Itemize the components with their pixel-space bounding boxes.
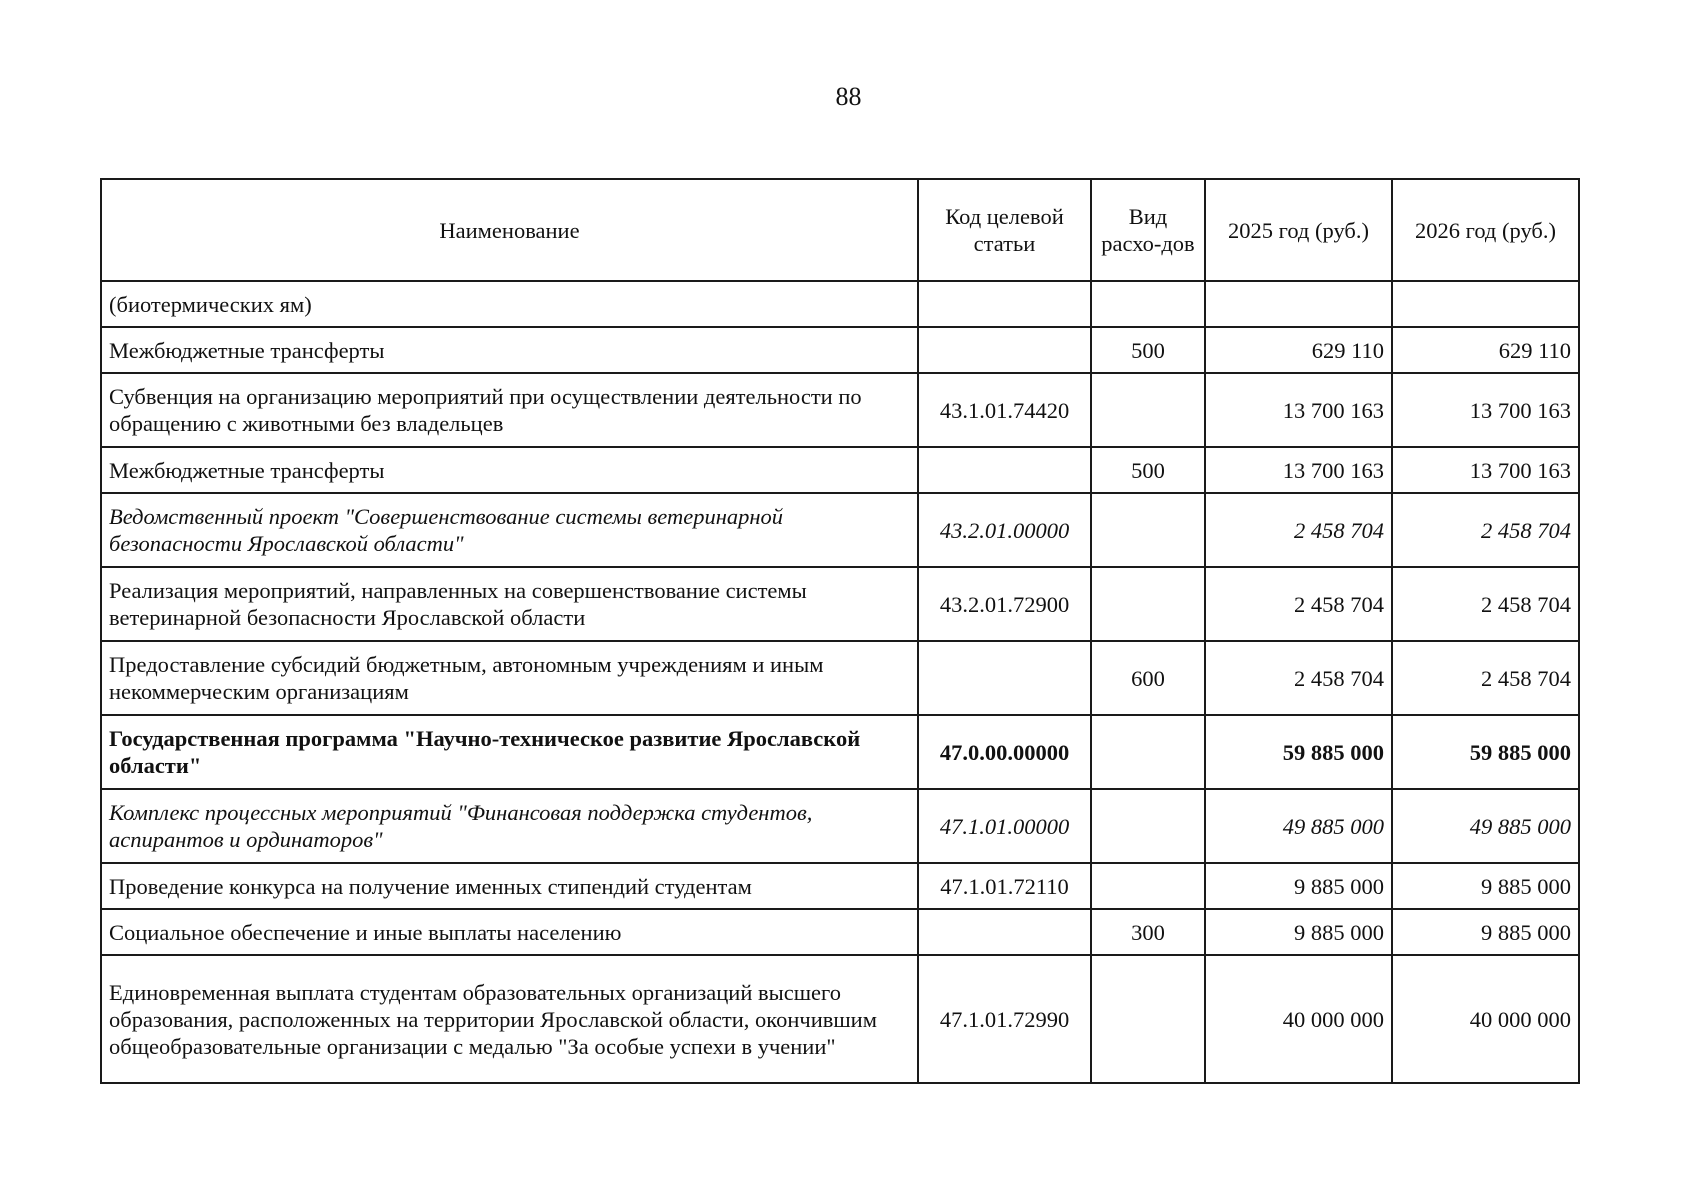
cell-2026: 2 458 704 (1392, 493, 1579, 567)
budget-table-container (100, 178, 1578, 1084)
cell-type (1091, 493, 1205, 567)
cell-name: Реализация мероприятий, направленных на совершенствование системы ветеринарной безопасности Ярославской области (101, 567, 918, 641)
cell-name: Проведение конкурса на получение именных стипендий студентам (101, 863, 918, 909)
cell-2025: 40 000 000 (1205, 955, 1392, 1083)
cell-2026: 13 700 163 (1392, 373, 1579, 447)
cell-2025: 9 885 000 (1205, 909, 1392, 955)
cell-code (918, 641, 1091, 715)
cell-type (1091, 715, 1205, 789)
cell-code: 47.0.00.00000 (918, 715, 1091, 789)
cell-name: Социальное обеспечение и иные выплаты населению (101, 909, 918, 955)
cell-type: 500 (1091, 447, 1205, 493)
cell-2025: 49 885 000 (1205, 789, 1392, 863)
cell-type (1091, 281, 1205, 327)
cell-code: 47.1.01.72110 (918, 863, 1091, 909)
cell-name: Межбюджетные трансферты (101, 327, 918, 373)
table-row (101, 641, 1579, 715)
cell-name: (биотермических ям) (101, 281, 918, 327)
header-code: Код целевой статьи (918, 179, 1091, 281)
cell-2025: 629 110 (1205, 327, 1392, 373)
budget-table (100, 178, 1580, 1084)
cell-2025: 2 458 704 (1205, 567, 1392, 641)
header-2026: 2026 год (руб.) (1392, 179, 1579, 281)
table-row (101, 909, 1579, 955)
cell-name: Государственная программа "Научно-техническое развитие Ярославской области" (101, 715, 918, 789)
cell-code: 43.2.01.00000 (918, 493, 1091, 567)
header-type: Вид расхо-дов (1091, 179, 1205, 281)
cell-code: 47.1.01.72990 (918, 955, 1091, 1083)
table-body (101, 281, 1579, 1083)
cell-2026: 2 458 704 (1392, 641, 1579, 715)
table-row (101, 789, 1579, 863)
cell-2025: 59 885 000 (1205, 715, 1392, 789)
table-row (101, 327, 1579, 373)
cell-type (1091, 955, 1205, 1083)
table-row (101, 373, 1579, 447)
cell-name: Межбюджетные трансферты (101, 447, 918, 493)
cell-code (918, 909, 1091, 955)
cell-2025: 2 458 704 (1205, 493, 1392, 567)
cell-2026: 9 885 000 (1392, 863, 1579, 909)
table-row (101, 493, 1579, 567)
cell-type (1091, 863, 1205, 909)
cell-2026: 9 885 000 (1392, 909, 1579, 955)
cell-type (1091, 373, 1205, 447)
cell-2026: 40 000 000 (1392, 955, 1579, 1083)
cell-2026: 59 885 000 (1392, 715, 1579, 789)
cell-type (1091, 789, 1205, 863)
cell-2026: 13 700 163 (1392, 447, 1579, 493)
table-header-row (101, 179, 1579, 281)
cell-2026: 2 458 704 (1392, 567, 1579, 641)
cell-2026: 49 885 000 (1392, 789, 1579, 863)
cell-code (918, 327, 1091, 373)
cell-name: Предоставление субсидий бюджетным, автономным учреждениям и иным некоммерческим организациям (101, 641, 918, 715)
page-number: 88 (835, 82, 862, 111)
table-row (101, 281, 1579, 327)
header-name: Наименование (101, 179, 918, 281)
cell-name: Комплекс процессных мероприятий "Финансовая поддержка студентов, аспирантов и ординаторов" (101, 789, 918, 863)
cell-2025: 2 458 704 (1205, 641, 1392, 715)
cell-code (918, 447, 1091, 493)
cell-2025: 9 885 000 (1205, 863, 1392, 909)
cell-type (1091, 567, 1205, 641)
cell-2025 (1205, 281, 1392, 327)
table-row (101, 447, 1579, 493)
table-row (101, 715, 1579, 789)
cell-type: 600 (1091, 641, 1205, 715)
table-row (101, 863, 1579, 909)
cell-2025: 13 700 163 (1205, 447, 1392, 493)
table-row (101, 955, 1579, 1083)
cell-name: Единовременная выплата студентам образовательных организаций высшего образования, расположенных на территории Ярославской области, окончившим общеобразовательные организации с медалью "За особые успехи в учении" (101, 955, 918, 1083)
cell-code (918, 281, 1091, 327)
cell-2026 (1392, 281, 1579, 327)
cell-code: 43.1.01.74420 (918, 373, 1091, 447)
cell-code: 47.1.01.00000 (918, 789, 1091, 863)
table-row (101, 567, 1579, 641)
cell-type: 300 (1091, 909, 1205, 955)
cell-2026: 629 110 (1392, 327, 1579, 373)
header-2025: 2025 год (руб.) (1205, 179, 1392, 281)
cell-code: 43.2.01.72900 (918, 567, 1091, 641)
cell-type: 500 (1091, 327, 1205, 373)
cell-2025: 13 700 163 (1205, 373, 1392, 447)
cell-name: Субвенция на организацию мероприятий при осуществлении деятельности по обращению с животными без владельцев (101, 373, 918, 447)
cell-name: Ведомственный проект "Совершенствование системы ветеринарной безопасности Ярославской области" (101, 493, 918, 567)
